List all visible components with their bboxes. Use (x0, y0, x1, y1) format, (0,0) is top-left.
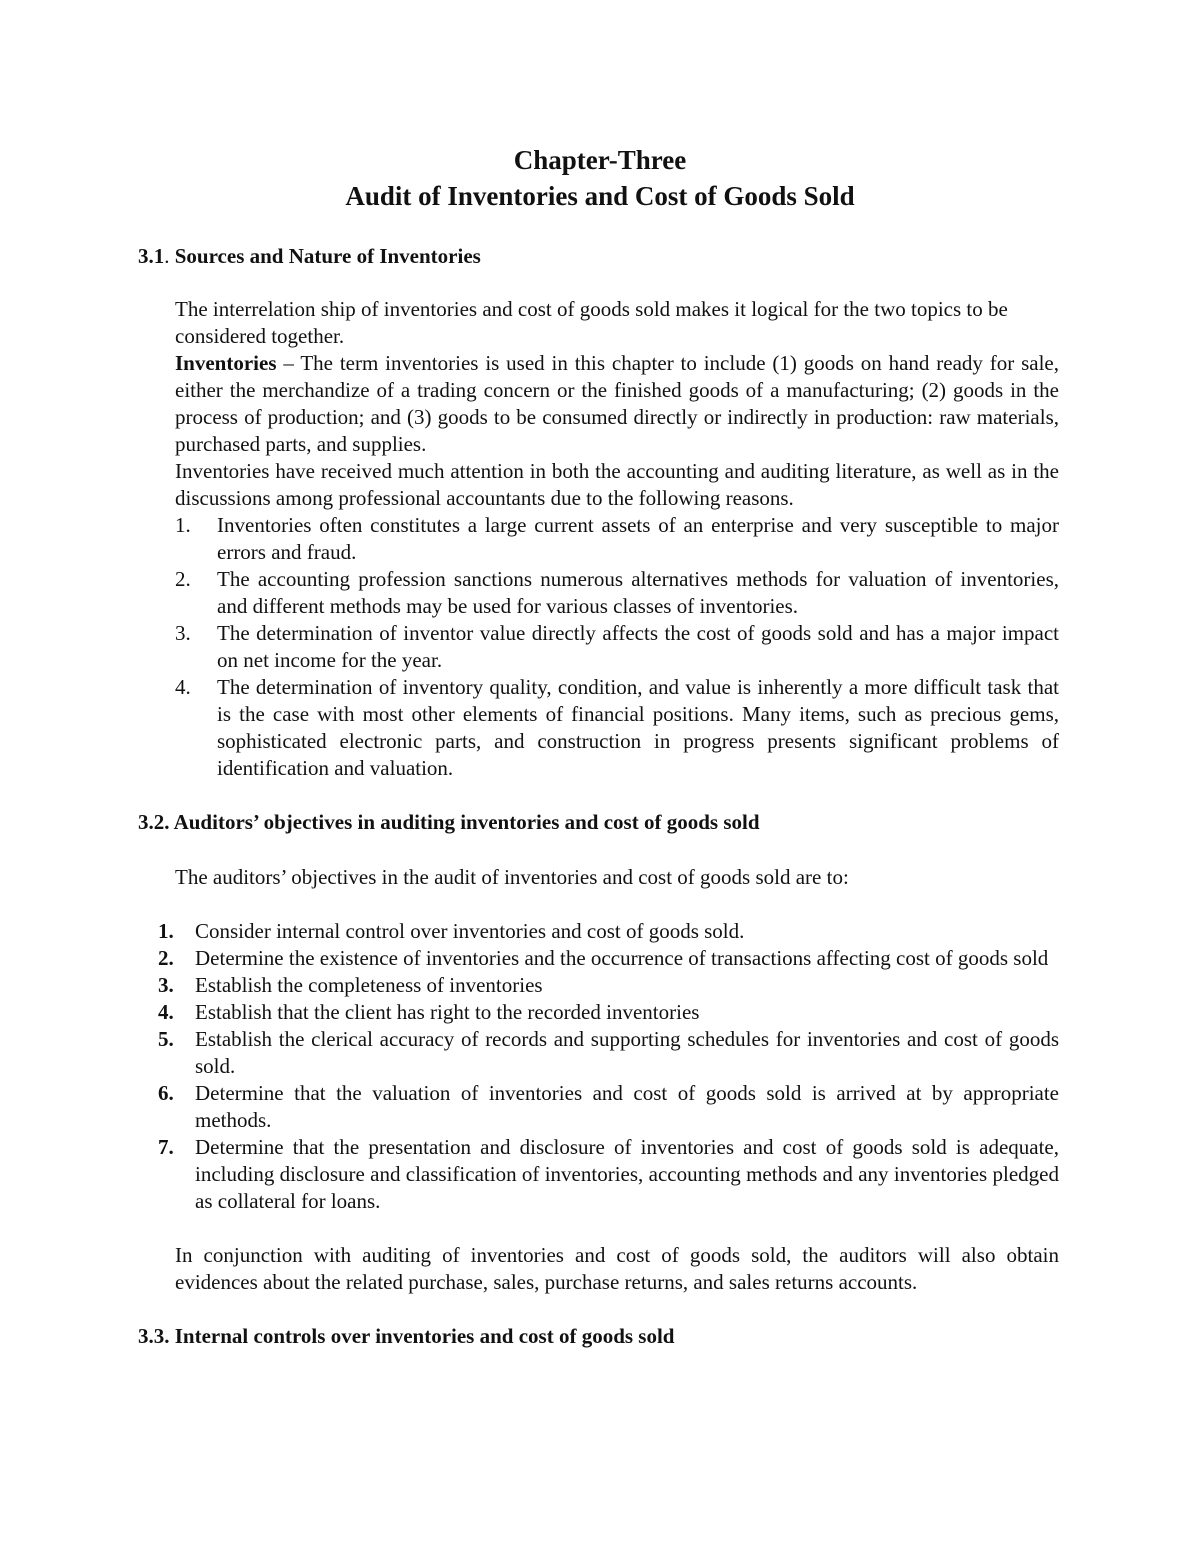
list-item-text: Determine that the valuation of inventories and cost of goods sold is arrived at by appropriate methods. (195, 1081, 1059, 1132)
list-item-number: 2. (175, 567, 191, 591)
list-item-text: The accounting profession sanctions numerous alternatives methods for valuation of inventories, and different methods may be used for various classes of inventories. (217, 567, 1059, 618)
list-item-number: 4. (158, 1000, 174, 1024)
list-item-number: 7. (158, 1135, 174, 1159)
objectives-list (158, 918, 1059, 1215)
list-item-text: The determination of inventor value directly affects the cost of goods sold and has a major impact on net income for the year. (217, 621, 1059, 672)
section-3-1-number: 3.1 (138, 244, 165, 268)
list-item (158, 945, 1059, 972)
inventories-definition-text: – The term inventories is used in this chapter to include (1) goods on hand ready for sale, either the merchandize of a trading concern or the finished goods of a manufacturing; (2) goods in the process of production; and (3) goods to be consumed directly or indirectly in production: raw materials, purchased parts, and supplies. (175, 351, 1059, 456)
inventories-term: Inventories (175, 351, 277, 375)
section-3-1-punct: . (164, 244, 170, 268)
list-item-text: Determine the existence of inventories and the occurrence of transactions affecting cost of goods sold (195, 946, 1049, 970)
list-item (175, 512, 1059, 566)
section-3-2-heading: 3.2. Auditors’ objectives in auditing inventories and cost of goods sold (138, 810, 760, 834)
list-item (158, 999, 1059, 1026)
section-3-1-heading (138, 243, 1058, 270)
list-item-text: Consider internal control over inventories and cost of goods sold. (195, 919, 745, 943)
list-item-text: Inventories often constitutes a large current assets of an enterprise and very susceptible to major errors and fraud. (217, 513, 1059, 564)
list-item-number: 1. (175, 513, 191, 537)
section-3-3-heading: 3.3. Internal controls over inventories and cost of goods sold (138, 1324, 675, 1348)
list-item-number: 4. (175, 675, 191, 699)
section-3-1-title: Sources and Nature of Inventories (169, 244, 481, 268)
list-item-number: 3. (175, 621, 191, 645)
list-item (175, 674, 1059, 782)
list-item-number: 3. (158, 973, 174, 997)
list-item (158, 1134, 1059, 1215)
list-item (158, 972, 1059, 999)
list-item (175, 566, 1059, 620)
list-item-number: 2. (158, 946, 174, 970)
list-item-text: Establish that the client has right to the recorded inventories (195, 1000, 700, 1024)
list-item-text: Establish the completeness of inventories (195, 973, 543, 997)
chapter-number: Chapter-Three (513, 145, 687, 175)
list-item-number: 6. (158, 1081, 174, 1105)
list-item (158, 1026, 1059, 1080)
reasons-list (175, 512, 1059, 782)
section-3-2-conjunction: In conjunction with auditing of inventories and cost of goods sold, the auditors will also obtain evidences about the related purchase, sales, purchase returns, and sales returns accounts. (175, 1243, 1059, 1294)
list-item-text: The determination of inventory quality, condition, and value is inherently a more difficult task that is the case with most other elements of financial positions. Many items, such as precious gems, sophisticated electronic parts, and construction in progress presents significant problems of identification and valuation. (217, 675, 1059, 780)
section-3-1-intro: The interrelation ship of inventories and cost of goods sold makes it logical for the two topics to be considered together. (175, 297, 1008, 348)
chapter-title: Audit of Inventories and Cost of Goods Sold (345, 181, 855, 211)
list-item (158, 1080, 1059, 1134)
list-item-number: 5. (158, 1027, 174, 1051)
inventories-attention: Inventories have received much attention in both the accounting and auditing literature, as well as in the discussions among professional accountants due to the following reasons. (175, 459, 1059, 510)
list-item (175, 620, 1059, 674)
list-item-text: Determine that the presentation and disclosure of inventories and cost of goods sold is adequate, including disclosure and classification of inventories, accounting methods and any inventories pledged as collateral for loans. (195, 1135, 1059, 1213)
section-3-2-intro: The auditors’ objectives in the audit of inventories and cost of goods sold are to: (175, 865, 849, 889)
list-item-text: Establish the clerical accuracy of records and supporting schedules for inventories and cost of goods sold. (195, 1027, 1059, 1078)
list-item-number: 1. (158, 919, 174, 943)
inventories-definition (175, 350, 1059, 458)
list-item (158, 918, 1059, 945)
